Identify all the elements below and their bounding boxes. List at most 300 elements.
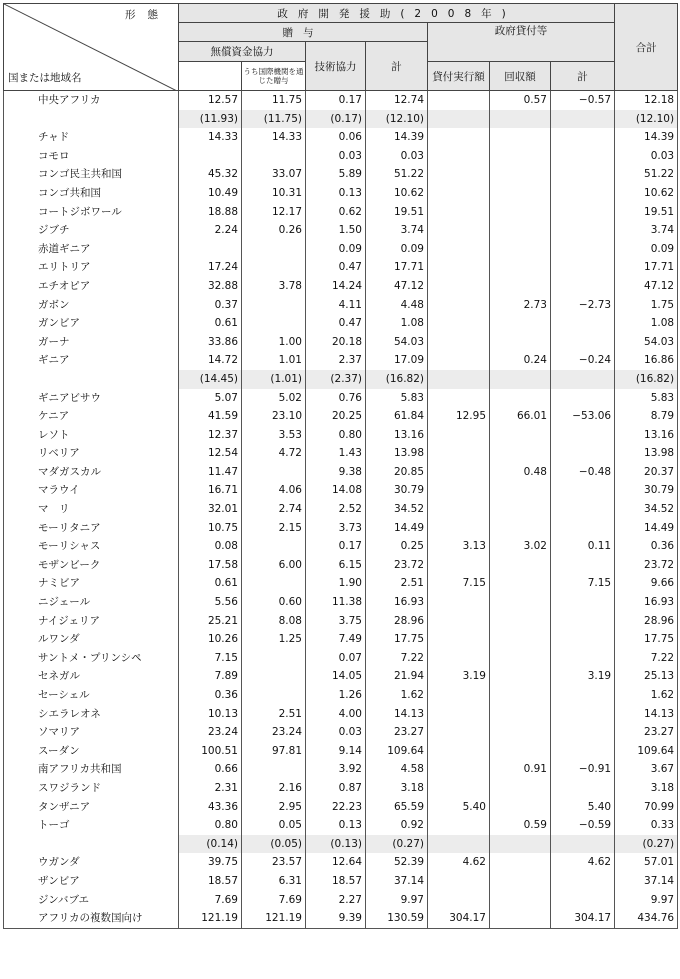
country-name: ガーナ — [4, 333, 179, 352]
cell-value: 0.17 — [306, 537, 366, 556]
country-name: エチオピア — [4, 277, 179, 296]
cell-value — [490, 891, 551, 910]
cell-value — [428, 370, 490, 389]
cell-value — [428, 203, 490, 222]
cell-value — [428, 333, 490, 352]
cell-value: 2.52 — [306, 500, 366, 519]
table-row — [4, 370, 678, 389]
country-name: ギニアビサウ — [4, 389, 179, 408]
table-row — [4, 723, 678, 742]
cell-value: 14.33 — [242, 128, 306, 147]
cell-value — [428, 872, 490, 891]
country-name: コンゴ共和国 — [4, 184, 179, 203]
cell-value: (12.10) — [366, 110, 428, 129]
cell-value: 0.13 — [306, 816, 366, 835]
recovered-header: 回収額 — [490, 62, 551, 91]
country-name: スーダン — [4, 742, 179, 761]
cell-value — [551, 333, 615, 352]
country-name — [4, 835, 179, 854]
cell-value — [551, 835, 615, 854]
grant-header: 贈与 — [179, 23, 428, 42]
cell-value: 4.58 — [366, 760, 428, 779]
cell-value: 0.57 — [490, 91, 551, 110]
cell-value: 7.15 — [179, 649, 242, 668]
cell-value: 9.97 — [366, 891, 428, 910]
cell-value — [179, 240, 242, 259]
cell-value: 2.74 — [242, 500, 306, 519]
table-row — [4, 407, 678, 426]
cell-value — [428, 426, 490, 445]
cell-value: 17.75 — [366, 630, 428, 649]
country-name: ソマリア — [4, 723, 179, 742]
cell-value: 2.16 — [242, 779, 306, 798]
cell-value — [551, 165, 615, 184]
cell-value — [551, 389, 615, 408]
cell-value: −53.06 — [551, 407, 615, 426]
cell-value: 7.22 — [366, 649, 428, 668]
cell-value: 0.26 — [242, 221, 306, 240]
cell-value: 20.25 — [306, 407, 366, 426]
cell-value: 0.37 — [179, 296, 242, 315]
cell-value: 12.37 — [179, 426, 242, 445]
cell-value — [490, 835, 551, 854]
cell-value — [490, 258, 551, 277]
cell-value — [490, 240, 551, 259]
table-row — [4, 165, 678, 184]
cell-value: 0.48 — [490, 463, 551, 482]
cell-value: 70.99 — [615, 798, 678, 817]
cell-value — [490, 909, 551, 928]
cell-value — [551, 556, 615, 575]
cell-value: 18.57 — [306, 872, 366, 891]
via-intl-header: うち国際機関を通じた贈与 — [242, 62, 306, 91]
cell-value: 0.09 — [366, 240, 428, 259]
cell-value: (11.93) — [179, 110, 242, 129]
country-name: コモロ — [4, 147, 179, 166]
cell-value: 0.09 — [306, 240, 366, 259]
table-row — [4, 128, 678, 147]
cell-value — [428, 184, 490, 203]
cell-value: (16.82) — [615, 370, 678, 389]
cell-value — [428, 91, 490, 110]
cell-value — [428, 816, 490, 835]
cell-value — [490, 574, 551, 593]
cell-value: −2.73 — [551, 296, 615, 315]
table-row — [4, 574, 678, 593]
total-header: 合計 — [615, 4, 678, 91]
cell-value: 4.11 — [306, 296, 366, 315]
cell-value: 130.59 — [366, 909, 428, 928]
cell-value — [551, 258, 615, 277]
cell-value: 5.40 — [551, 798, 615, 817]
cell-value — [428, 891, 490, 910]
country-name: セネガル — [4, 667, 179, 686]
cell-value: 12.74 — [366, 91, 428, 110]
cell-value — [490, 853, 551, 872]
cell-value: 30.79 — [615, 481, 678, 500]
cell-value: 2.15 — [242, 519, 306, 538]
table-row — [4, 258, 678, 277]
cell-value — [551, 779, 615, 798]
cell-value: 434.76 — [615, 909, 678, 928]
cell-value: 10.75 — [179, 519, 242, 538]
cell-value — [428, 760, 490, 779]
cell-value: 20.37 — [615, 463, 678, 482]
country-name: ザンビア — [4, 872, 179, 891]
cell-value: 61.84 — [366, 407, 428, 426]
cell-value: 3.18 — [615, 779, 678, 798]
cell-value: (0.05) — [242, 835, 306, 854]
cell-value: 1.43 — [306, 444, 366, 463]
cell-value: 2.73 — [490, 296, 551, 315]
loans-header: 政府貸付等 — [428, 23, 615, 62]
cell-value — [490, 203, 551, 222]
cell-value: 23.24 — [179, 723, 242, 742]
table-row — [4, 314, 678, 333]
country-name: ルワンダ — [4, 630, 179, 649]
country-name: ガボン — [4, 296, 179, 315]
cell-value: 9.14 — [306, 742, 366, 761]
cell-value: 4.72 — [242, 444, 306, 463]
cell-value: 16.86 — [615, 351, 678, 370]
cell-value — [551, 500, 615, 519]
cell-value: 0.91 — [490, 760, 551, 779]
cell-value: 23.72 — [615, 556, 678, 575]
cell-value: 0.61 — [179, 314, 242, 333]
cell-value: 45.32 — [179, 165, 242, 184]
cell-value: 32.88 — [179, 277, 242, 296]
cell-value: 23.27 — [366, 723, 428, 742]
table-row — [4, 798, 678, 817]
cell-value: 0.03 — [615, 147, 678, 166]
table-row — [4, 835, 678, 854]
cell-value: 7.15 — [428, 574, 490, 593]
cell-value — [428, 556, 490, 575]
cell-value: 10.26 — [179, 630, 242, 649]
cell-value: 0.60 — [242, 593, 306, 612]
country-name: 赤道ギニア — [4, 240, 179, 259]
cell-value — [551, 612, 615, 631]
cell-value: 12.57 — [179, 91, 242, 110]
cell-value: 0.03 — [306, 147, 366, 166]
cell-value — [551, 147, 615, 166]
table-row — [4, 742, 678, 761]
table-row — [4, 389, 678, 408]
country-name: エリトリア — [4, 258, 179, 277]
cell-value — [490, 370, 551, 389]
cell-value: 3.75 — [306, 612, 366, 631]
country-name: コートジボワール — [4, 203, 179, 222]
cell-value: 17.09 — [366, 351, 428, 370]
country-name: リベリア — [4, 444, 179, 463]
cell-value: 11.75 — [242, 91, 306, 110]
cell-value — [179, 147, 242, 166]
cell-value: −0.24 — [551, 351, 615, 370]
cell-value — [428, 147, 490, 166]
cell-value — [551, 110, 615, 129]
cell-value: 18.57 — [179, 872, 242, 891]
country-name: モーリタニア — [4, 519, 179, 538]
cell-value — [428, 500, 490, 519]
cell-value — [428, 723, 490, 742]
cell-value — [428, 296, 490, 315]
corner-bottom-label: 国または地域名 — [8, 72, 82, 84]
cell-value: (12.10) — [615, 110, 678, 129]
country-name: マ リ — [4, 500, 179, 519]
cell-value: 7.22 — [615, 649, 678, 668]
cell-value: 14.13 — [366, 705, 428, 724]
cell-value — [490, 184, 551, 203]
cell-value — [490, 723, 551, 742]
cell-value: 0.07 — [306, 649, 366, 668]
cell-value — [428, 742, 490, 761]
table-row — [4, 537, 678, 556]
table-row — [4, 500, 678, 519]
cell-value — [428, 444, 490, 463]
table-row — [4, 351, 678, 370]
cell-value: (1.01) — [242, 370, 306, 389]
cell-value — [551, 203, 615, 222]
cell-value: (2.37) — [306, 370, 366, 389]
cell-value: 9.39 — [306, 909, 366, 928]
cell-value — [551, 705, 615, 724]
cell-value: 1.75 — [615, 296, 678, 315]
cell-value — [242, 649, 306, 668]
cell-value: 0.47 — [306, 258, 366, 277]
cell-value — [490, 779, 551, 798]
cell-value: 121.19 — [179, 909, 242, 928]
cell-value: 2.27 — [306, 891, 366, 910]
grant-aid-header: 無償資金協力 — [179, 42, 306, 62]
country-name — [4, 110, 179, 129]
cell-value: 5.56 — [179, 593, 242, 612]
country-name: レソト — [4, 426, 179, 445]
cell-value: 47.12 — [366, 277, 428, 296]
table-row — [4, 203, 678, 222]
table-row — [4, 612, 678, 631]
cell-value: 10.62 — [615, 184, 678, 203]
cell-value: 0.13 — [306, 184, 366, 203]
cell-value: 3.74 — [366, 221, 428, 240]
cell-value — [428, 649, 490, 668]
cell-value: 13.16 — [366, 426, 428, 445]
cell-value — [490, 314, 551, 333]
cell-value: 0.36 — [615, 537, 678, 556]
cell-value — [551, 742, 615, 761]
cell-value — [242, 240, 306, 259]
cell-value — [428, 686, 490, 705]
table-row — [4, 909, 678, 928]
cell-value — [428, 240, 490, 259]
cell-value: 14.39 — [366, 128, 428, 147]
table-row — [4, 444, 678, 463]
cell-value: 2.31 — [179, 779, 242, 798]
cell-value: 23.10 — [242, 407, 306, 426]
cell-value — [490, 649, 551, 668]
cell-value: 304.17 — [428, 909, 490, 928]
cell-value: 1.08 — [366, 314, 428, 333]
cell-value: 13.16 — [615, 426, 678, 445]
cell-value — [551, 128, 615, 147]
oda-table — [3, 3, 678, 929]
cell-value: 5.83 — [615, 389, 678, 408]
cell-value: 0.03 — [306, 723, 366, 742]
table-row — [4, 333, 678, 352]
table-row — [4, 667, 678, 686]
cell-value: 6.31 — [242, 872, 306, 891]
cell-value: −0.91 — [551, 760, 615, 779]
cell-value: 19.51 — [615, 203, 678, 222]
cell-value: (0.27) — [615, 835, 678, 854]
cell-value: 32.01 — [179, 500, 242, 519]
cell-value — [428, 463, 490, 482]
cell-value: (0.13) — [306, 835, 366, 854]
cell-value: −0.59 — [551, 816, 615, 835]
cell-value — [242, 686, 306, 705]
cell-value — [490, 221, 551, 240]
cell-value: 17.71 — [615, 258, 678, 277]
cell-value: 14.13 — [615, 705, 678, 724]
cell-value: 4.62 — [551, 853, 615, 872]
cell-value: (11.75) — [242, 110, 306, 129]
cell-value — [242, 147, 306, 166]
table-row — [4, 277, 678, 296]
cell-value: 9.97 — [615, 891, 678, 910]
cell-value: 51.22 — [366, 165, 428, 184]
table-row — [4, 556, 678, 575]
corner-header — [4, 4, 179, 91]
cell-value — [428, 481, 490, 500]
cell-value: 33.07 — [242, 165, 306, 184]
cell-value: 11.38 — [306, 593, 366, 612]
cell-value — [428, 779, 490, 798]
cell-value: 52.39 — [366, 853, 428, 872]
cell-value: 14.24 — [306, 277, 366, 296]
cell-value — [490, 426, 551, 445]
cell-value: 20.18 — [306, 333, 366, 352]
cell-value: 6.15 — [306, 556, 366, 575]
table-row — [4, 463, 678, 482]
cell-value: 19.51 — [366, 203, 428, 222]
cell-value — [551, 444, 615, 463]
cell-value: 18.88 — [179, 203, 242, 222]
cell-value — [490, 147, 551, 166]
country-name: サントメ・プリンシペ — [4, 649, 179, 668]
country-name: モザンビーク — [4, 556, 179, 575]
cell-value — [490, 110, 551, 129]
country-name — [4, 370, 179, 389]
cell-value: 3.19 — [551, 667, 615, 686]
cell-value: 4.48 — [366, 296, 428, 315]
table-body — [4, 91, 678, 929]
cell-value: (0.17) — [306, 110, 366, 129]
cell-value: 2.95 — [242, 798, 306, 817]
cell-value: 2.51 — [242, 705, 306, 724]
country-name: コンゴ民主共和国 — [4, 165, 179, 184]
cell-value — [551, 277, 615, 296]
table-row — [4, 816, 678, 835]
cell-value — [551, 426, 615, 445]
cell-value: 21.94 — [366, 667, 428, 686]
cell-value: 22.23 — [306, 798, 366, 817]
cell-value: 10.31 — [242, 184, 306, 203]
cell-value: 33.86 — [179, 333, 242, 352]
cell-value: 0.61 — [179, 574, 242, 593]
cell-value: 97.81 — [242, 742, 306, 761]
cell-value: 0.59 — [490, 816, 551, 835]
country-name: ケニア — [4, 407, 179, 426]
cell-value: 0.76 — [306, 389, 366, 408]
cell-value: −0.57 — [551, 91, 615, 110]
country-name: ナミビア — [4, 574, 179, 593]
country-name: シエラレオネ — [4, 705, 179, 724]
table-row — [4, 91, 678, 110]
cell-value — [551, 370, 615, 389]
cell-value: 0.80 — [306, 426, 366, 445]
country-name: ジンバブエ — [4, 891, 179, 910]
cell-value: 7.69 — [242, 891, 306, 910]
cell-value: 10.49 — [179, 184, 242, 203]
cell-value: 2.37 — [306, 351, 366, 370]
cell-value: 0.25 — [366, 537, 428, 556]
table-row — [4, 184, 678, 203]
cell-value: 3.53 — [242, 426, 306, 445]
cell-value: 0.92 — [366, 816, 428, 835]
cell-value: 9.66 — [615, 574, 678, 593]
cell-value: 1.25 — [242, 630, 306, 649]
cell-value — [428, 277, 490, 296]
cell-value: 4.62 — [428, 853, 490, 872]
cell-value — [242, 667, 306, 686]
cell-value: 0.66 — [179, 760, 242, 779]
cell-value: 3.18 — [366, 779, 428, 798]
country-name: 中央アフリカ — [4, 91, 179, 110]
cell-value: 14.05 — [306, 667, 366, 686]
cell-value: 4.06 — [242, 481, 306, 500]
cell-value — [242, 537, 306, 556]
cell-value — [428, 835, 490, 854]
cell-value — [428, 258, 490, 277]
cell-value — [428, 128, 490, 147]
cell-value: 11.47 — [179, 463, 242, 482]
cell-value: 23.72 — [366, 556, 428, 575]
table-row — [4, 705, 678, 724]
cell-value: (0.14) — [179, 835, 242, 854]
cell-value: 0.87 — [306, 779, 366, 798]
cell-value: (0.27) — [366, 835, 428, 854]
cell-value: 37.14 — [366, 872, 428, 891]
country-name: ニジェール — [4, 593, 179, 612]
country-name: チャド — [4, 128, 179, 147]
cell-value — [490, 612, 551, 631]
cell-value: 2.24 — [179, 221, 242, 240]
cell-value — [490, 593, 551, 612]
cell-value: 0.17 — [306, 91, 366, 110]
cell-value: 3.78 — [242, 277, 306, 296]
table-row — [4, 519, 678, 538]
cell-value: 17.58 — [179, 556, 242, 575]
cell-value: 7.69 — [179, 891, 242, 910]
cell-value: 34.52 — [615, 500, 678, 519]
cell-value — [428, 612, 490, 631]
country-name: セーシェル — [4, 686, 179, 705]
cell-value: 16.71 — [179, 481, 242, 500]
cell-value — [551, 872, 615, 891]
cell-value — [490, 798, 551, 817]
cell-value — [490, 556, 551, 575]
cell-value — [551, 184, 615, 203]
cell-value — [428, 593, 490, 612]
